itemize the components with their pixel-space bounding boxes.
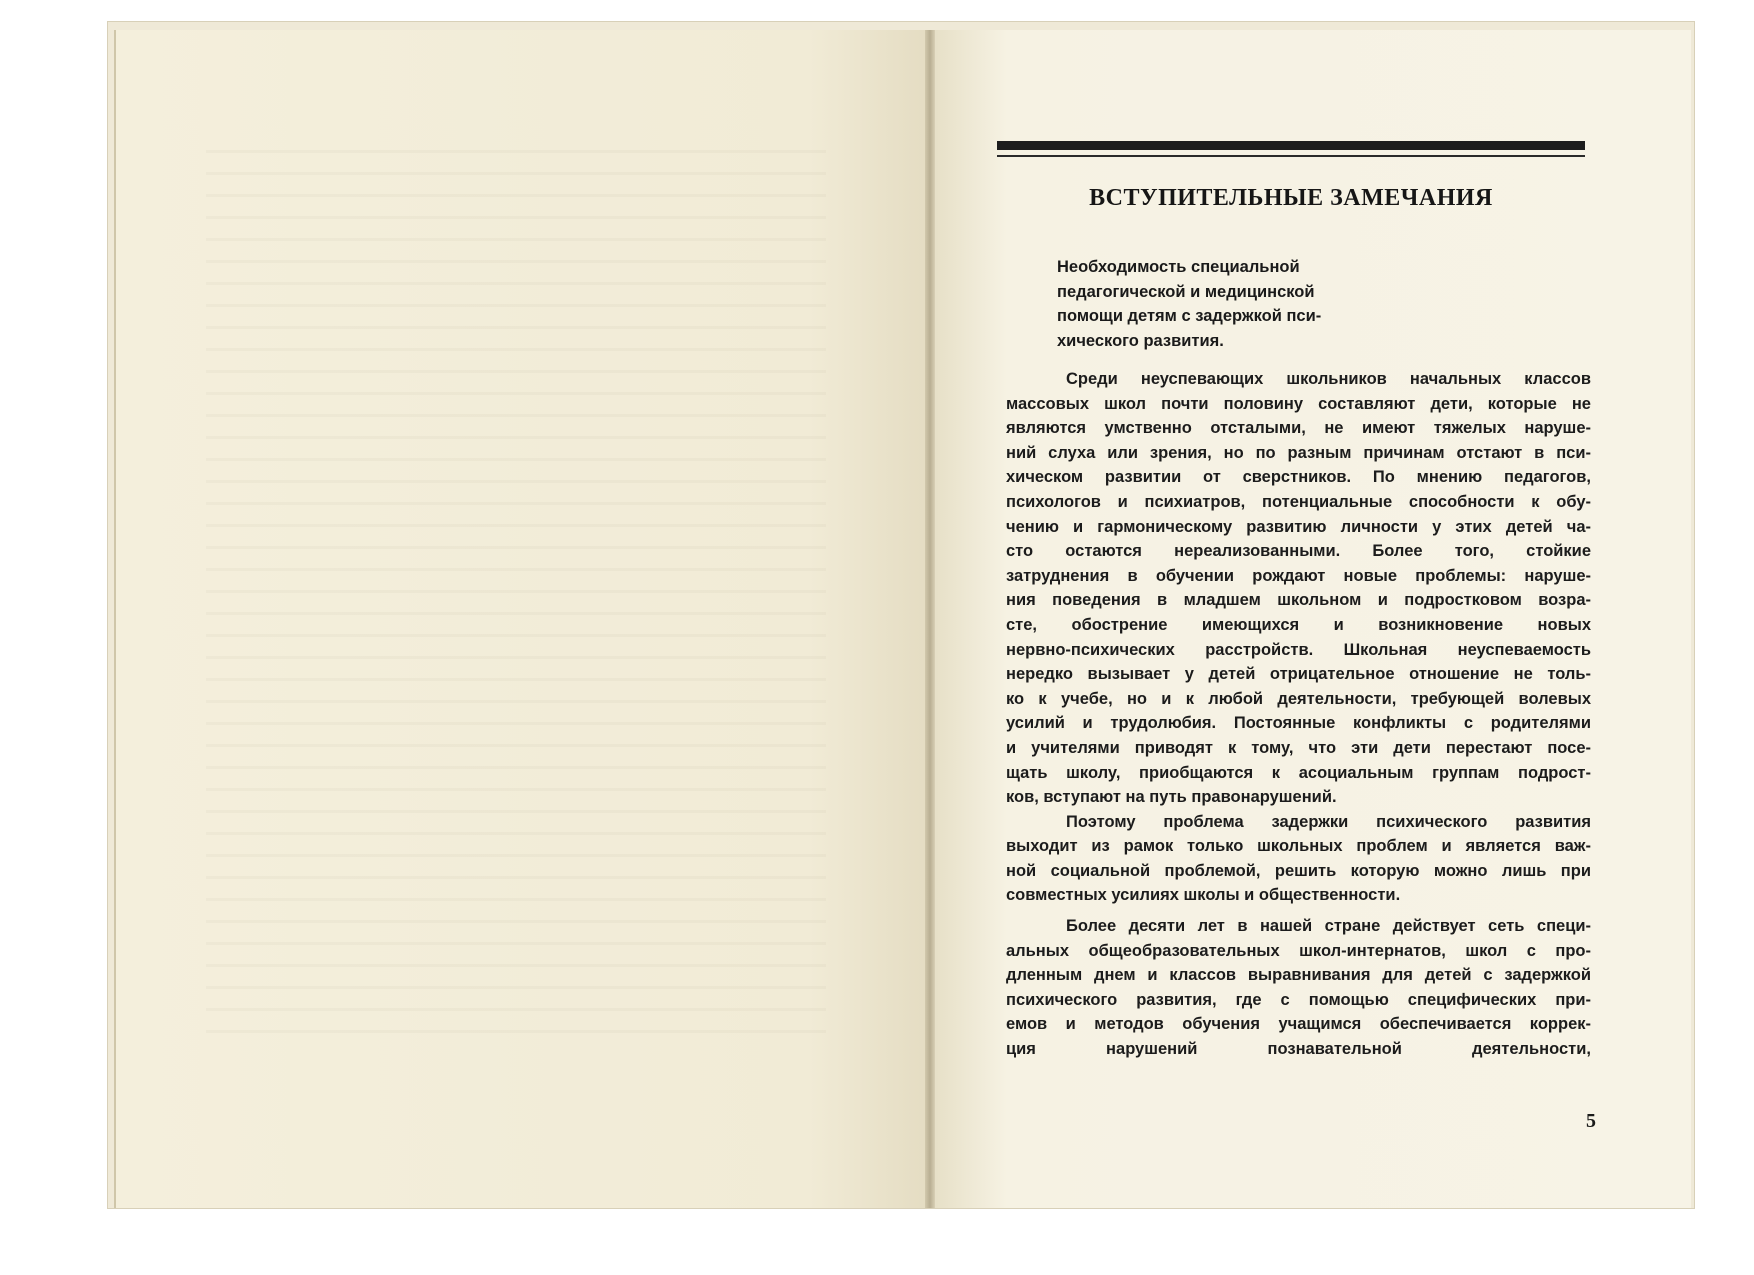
text-line: затруднения в обучении рождают новые проблемы: наруше- xyxy=(1006,566,1591,585)
text-line: и учителями приводят к тому, что эти дети перестают посе- xyxy=(1006,738,1591,757)
text-line: альных общеобразовательных школ-интернатов, школ с про- xyxy=(1006,941,1591,960)
text-line: ция нарушений познавательной деятельности, xyxy=(1006,1040,1591,1059)
text-line: чению и гармоническому развитию личности у этих детей ча- xyxy=(1006,517,1591,536)
body-text xyxy=(1006,367,1591,1062)
subheading-line: педагогической и медицинской xyxy=(1057,282,1315,301)
text-line: щать школу, приобщаются к асоциальным группам подрост- xyxy=(1006,763,1591,782)
text-line: Поэтому проблема задержки психического развития xyxy=(1066,812,1591,831)
text-line: массовых школ почти половину составляют дети, которые не xyxy=(1006,394,1591,413)
text-line: ний слуха или зрения, но по разным причинам отстают в пси- xyxy=(1006,443,1591,462)
section-subheading xyxy=(1057,255,1347,353)
text-line: усилий и трудолюбия. Постоянные конфликты с родителями xyxy=(1006,714,1591,733)
text-line: ков, вступают на путь правонарушений. xyxy=(1006,788,1337,807)
book-gutter xyxy=(925,30,935,1208)
text-line: совместных усилиях школы и общественности. xyxy=(1006,886,1401,905)
text-line: емов и методов обучения учащимся обеспечивается коррек- xyxy=(1006,1015,1591,1034)
subheading-line: Необходимость специальной xyxy=(1057,258,1300,276)
heading-rule-thick xyxy=(997,141,1585,150)
text-line: ния поведения в младшем школьном и подростковом возра- xyxy=(1006,591,1591,610)
subheading-line: хического развития. xyxy=(1057,331,1224,350)
text-line: выходит из рамок только школьных проблем и является важ- xyxy=(1006,837,1591,856)
text-line: дленным днем и классов выравнивания для детей с задержкой xyxy=(1006,966,1591,985)
text-line: хическом развитии от сверстников. По мнению педагогов, xyxy=(1006,468,1591,487)
text-line: Среди неуспевающих школьников начальных классов xyxy=(1066,370,1591,388)
text-line: нередко вызывает у детей отрицательное отношение не толь- xyxy=(1006,665,1591,684)
text-line: психологов и психиатров, потенциальные способности к обу- xyxy=(1006,492,1591,511)
text-line: сто остаются нереализованными. Более того, стойкие xyxy=(1006,542,1591,561)
text-line: являются умственно отсталыми, не имеют тяжелых наруше- xyxy=(1006,419,1591,438)
text-line: нервно-психических расстройств. Школьная неуспеваемость xyxy=(1006,640,1591,659)
text-line: ной социальной проблемой, решить которую можно лишь при xyxy=(1006,861,1591,880)
page-number: 5 xyxy=(1586,1110,1596,1132)
left-page-blank xyxy=(114,30,931,1208)
text-line: сте, обострение имеющихся и возникновение новых xyxy=(1006,615,1591,634)
text-line: психического развития, где с помощью специфических при- xyxy=(1006,990,1591,1009)
show-through-texture xyxy=(206,150,826,1050)
text-line: Более десяти лет в нашей стране действует сеть специ- xyxy=(1066,917,1591,936)
heading-rule-thin xyxy=(997,155,1585,157)
subheading-line: помощи детям с задержкой пси- xyxy=(1057,307,1322,326)
chapter-heading: ВСТУПИТЕЛЬНЫЕ ЗАМЕЧАНИЯ xyxy=(1089,185,1493,211)
text-line: ко к учебе, но и к любой деятельности, требующей волевых xyxy=(1006,689,1591,708)
